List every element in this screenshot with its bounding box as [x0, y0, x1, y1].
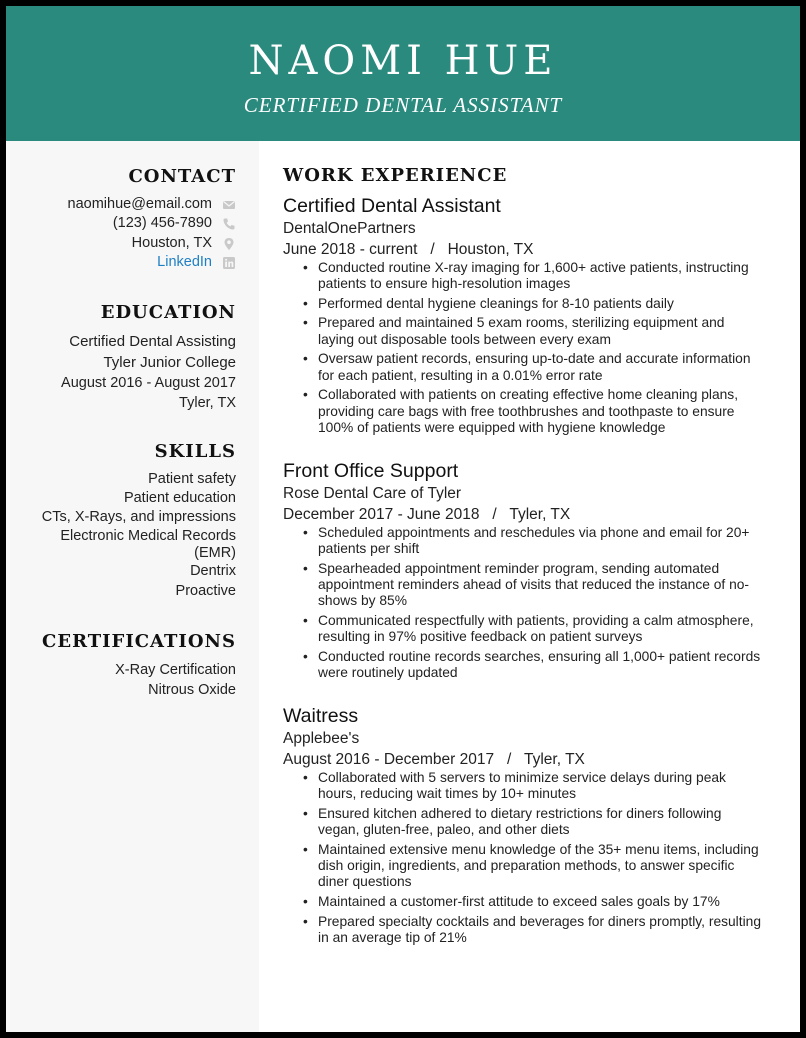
- job-bullets: [283, 525, 763, 682]
- job-entry: [283, 704, 763, 949]
- contact-phone: [26, 214, 236, 234]
- job-bullet: • Maintained extensive menu knowledge of the 35+ menu items, including dish origin, ingredients, and preparation methods, to answer specific diner questions: [318, 842, 763, 891]
- skill-item: Electronic Medical Records: [60, 528, 236, 545]
- skills-heading: SKILLS: [154, 441, 236, 462]
- job-title: Waitress: [283, 705, 359, 727]
- job-company: Applebee's: [283, 730, 360, 747]
- job-location: Tyler, TX: [509, 506, 571, 523]
- skill-item: (EMR): [194, 545, 236, 562]
- linkedin-icon: [222, 256, 236, 270]
- job-title: Front Office Support: [283, 460, 459, 482]
- envelope-icon: [222, 198, 236, 212]
- job-bullet: • Collaborated with 5 servers to minimize service delays during peak hours, reducing wait times by 10+ minutes: [318, 770, 763, 803]
- job-meta: [283, 504, 763, 525]
- meta-separator: /: [483, 506, 506, 523]
- job-company: Rose Dental Care of Tyler: [283, 485, 462, 502]
- certification-item: X-Ray Certification: [115, 661, 236, 678]
- education-degree: Certified Dental Assisting: [69, 332, 236, 350]
- job-bullet: • Conducted routine records searches, ensuring all 1,000+ patient records were routinely updated: [318, 649, 763, 682]
- education-section: [26, 303, 236, 413]
- contact-linkedin[interactable]: [26, 253, 236, 273]
- job-bullet: • Prepared and maintained 5 exam rooms, sterilizing equipment and laying out disposable tools between every exam: [318, 315, 763, 348]
- linkedin-link[interactable]: LinkedIn: [157, 254, 212, 271]
- contact-location: [26, 234, 236, 254]
- certifications-heading: CERTIFICATIONS: [42, 631, 236, 652]
- job-bullet: • Performed dental hygiene cleanings for 8-10 patients daily: [318, 296, 763, 312]
- job-bullet: • Oversaw patient records, ensuring up-to-date and accurate information for each patient, resulting in a 0.01% error rate: [318, 351, 763, 384]
- map-pin-icon: [222, 237, 236, 251]
- meta-separator: /: [498, 751, 520, 768]
- certification-item: Nitrous Oxide: [148, 681, 236, 698]
- job-bullet: • Spearheaded appointment reminder program, sending automated appointment reminders ahead of visits that reduced the instance of no-shows by 85%: [318, 561, 763, 610]
- job-dates: June 2018 - current: [283, 241, 418, 258]
- location-text: Houston, TX: [131, 234, 212, 251]
- job-company: DentalOnePartners: [283, 220, 416, 237]
- header-banner: [6, 6, 800, 141]
- job-bullets: [283, 770, 763, 946]
- job-location: Houston, TX: [447, 241, 534, 258]
- job-bullet: • Ensured kitchen adhered to dietary restrictions for diners following vegan, gluten-free, paleo, and other diets: [318, 806, 763, 839]
- job-dates: December 2017 - June 2018: [283, 506, 480, 523]
- contact-email: [26, 195, 236, 215]
- phone-icon: [222, 217, 236, 231]
- job-bullet: • Collaborated with patients on creating effective home cleaning plans, providing care bags with free toothbrushes and toothpaste to ensure 100% of patients were equipped with hygiene knowledge: [318, 387, 763, 436]
- job-entry: [283, 459, 763, 685]
- skill-item: Proactive: [175, 582, 236, 599]
- education-dates: August 2016 - August 2017: [61, 374, 236, 391]
- skill-item: Patient education: [123, 490, 236, 506]
- skill-item: Patient safety: [148, 470, 236, 487]
- candidate-title: CERTIFIED DENTAL ASSISTANT: [243, 93, 563, 117]
- job-bullet: • Communicated respectfully with patients, providing a calm atmosphere, resulting in 97% positive feedback on patient surveys: [318, 613, 763, 646]
- job-meta: [283, 749, 763, 770]
- job-location: Tyler, TX: [524, 751, 585, 768]
- contact-heading: CONTACT: [128, 166, 236, 187]
- certifications-section: [26, 632, 236, 700]
- email-text: naomihue@email.com: [67, 195, 212, 212]
- meta-separator: /: [421, 241, 444, 258]
- phone-text: (123) 456-7890: [112, 215, 212, 232]
- job-bullet: • Conducted routine X-ray imaging for 1,600+ active patients, instructing patients to ensure high-resolution images: [318, 260, 763, 293]
- job-meta: [283, 239, 763, 260]
- skills-section: [26, 442, 236, 601]
- job-bullets: [283, 260, 763, 436]
- candidate-name: NAOMI HUE: [248, 38, 558, 84]
- education-heading: EDUCATION: [100, 302, 236, 323]
- skill-item: Dentrix: [190, 563, 236, 580]
- contact-section: [26, 167, 236, 273]
- job-dates: August 2016 - December 2017: [283, 751, 495, 768]
- skill-item: CTs, X-Rays, and impressions: [41, 509, 236, 526]
- job-entry: [283, 194, 763, 439]
- job-bullet: • Prepared specialty cocktails and beverages for diners promptly, resulting in an average tip of 21%: [318, 914, 763, 947]
- job-bullet: • Scheduled appointments and reschedules via phone and email for 20+ patients per shift: [318, 525, 763, 558]
- education-location: Tyler, TX: [179, 394, 236, 411]
- work-experience-heading: WORK EXPERIENCE: [283, 165, 508, 186]
- job-title: Certified Dental Assistant: [283, 195, 501, 217]
- job-bullet: • Maintained a customer-first attitude to exceed sales goals by 17%: [318, 894, 763, 910]
- sidebar: [6, 141, 259, 1032]
- education-school: Tyler Junior College: [103, 353, 236, 371]
